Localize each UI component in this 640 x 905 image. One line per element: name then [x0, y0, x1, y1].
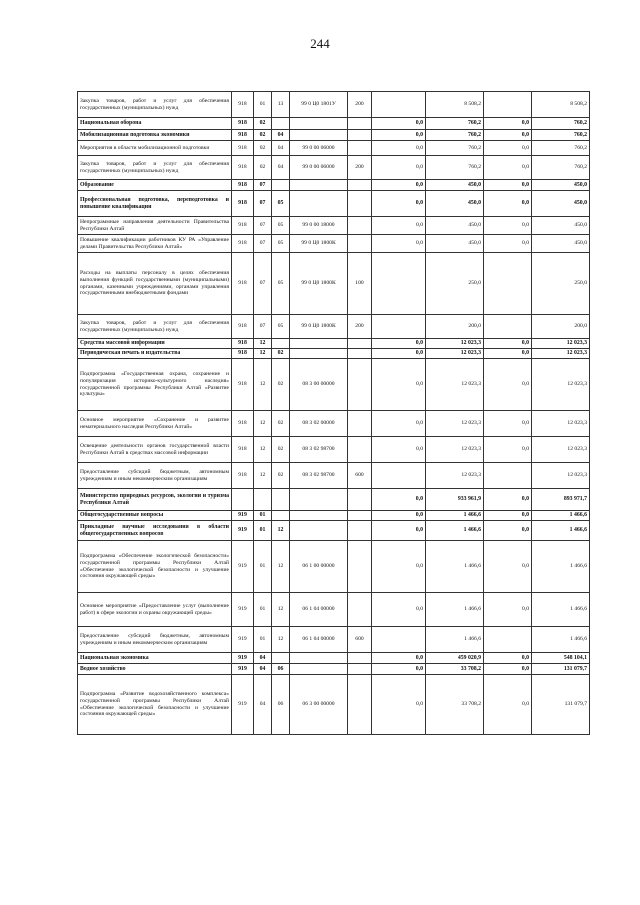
row-section: 02 — [254, 156, 272, 180]
row-expense-type — [348, 217, 372, 235]
row-target-article — [290, 521, 348, 541]
row-subsection: 02 — [272, 359, 290, 411]
row-target-article — [290, 511, 348, 521]
row-amount-2: 8 508,2 — [426, 92, 484, 118]
row-target-article: 99 0 Ц0 1800К — [290, 315, 348, 339]
row-amount-2: 200,0 — [426, 315, 484, 339]
row-grbs: 918 — [232, 411, 254, 437]
table-row — [78, 217, 590, 235]
row-expense-type — [348, 191, 372, 217]
row-amount-3: 0,0 — [484, 156, 532, 180]
row-amount-3: 0,0 — [484, 339, 532, 349]
row-amount-4: 12 023,3 — [532, 411, 590, 437]
row-amount-1: 0,0 — [372, 437, 426, 463]
row-section: 01 — [254, 511, 272, 521]
row-amount-1: 0,0 — [372, 130, 426, 141]
row-grbs: 918 — [232, 315, 254, 339]
row-amount-2: 250,0 — [426, 253, 484, 315]
row-amount-4: 131 079,7 — [532, 664, 590, 675]
row-name: Предоставление субсидий бюджетным, автономным учреждениям и иным некоммерческим организациям — [78, 463, 232, 489]
row-target-article — [290, 653, 348, 664]
row-amount-1: 0,0 — [372, 593, 426, 627]
row-grbs: 919 — [232, 664, 254, 675]
row-amount-4: 1 466,6 — [532, 593, 590, 627]
row-amount-4: 250,0 — [532, 253, 590, 315]
row-target-article: 99 0 00 06000 — [290, 156, 348, 180]
row-grbs: 918 — [232, 92, 254, 118]
table-row — [78, 235, 590, 253]
row-amount-1: 0,0 — [372, 235, 426, 253]
row-subsection — [272, 489, 290, 511]
row-name: Прикладные научные исследования в области общегосударственных вопросов — [78, 521, 232, 541]
row-target-article — [290, 489, 348, 511]
row-amount-2: 12 023,3 — [426, 339, 484, 349]
row-section: 01 — [254, 627, 272, 653]
row-grbs — [232, 489, 254, 511]
row-target-article: 08 3 00 00000 — [290, 359, 348, 411]
row-amount-1: 0,0 — [372, 411, 426, 437]
row-amount-2: 450,0 — [426, 235, 484, 253]
row-name: Мероприятия в области мобилизационной подготовки — [78, 141, 232, 156]
row-section: 07 — [254, 253, 272, 315]
row-name: Национальная оборона — [78, 118, 232, 130]
row-amount-2: 12 023,3 — [426, 359, 484, 411]
row-section: 02 — [254, 141, 272, 156]
row-amount-2: 1 466,6 — [426, 593, 484, 627]
row-section: 07 — [254, 315, 272, 339]
table-row — [78, 359, 590, 411]
row-subsection: 12 — [272, 521, 290, 541]
table-row — [78, 541, 590, 593]
row-subsection — [272, 180, 290, 191]
row-expense-type — [348, 653, 372, 664]
row-amount-1: 0,0 — [372, 653, 426, 664]
row-amount-2: 459 020,9 — [426, 653, 484, 664]
row-amount-1: 0,0 — [372, 359, 426, 411]
row-amount-2: 12 023,3 — [426, 411, 484, 437]
row-amount-1: 0,0 — [372, 180, 426, 191]
row-expense-type — [348, 359, 372, 411]
row-amount-1: 0,0 — [372, 191, 426, 217]
row-name: Закупка товаров, работ и услуг для обеспечения государственных (муниципальных) нужд — [78, 92, 232, 118]
table-row — [78, 339, 590, 349]
row-section: 12 — [254, 339, 272, 349]
row-expense-type — [348, 130, 372, 141]
row-amount-2: 450,0 — [426, 180, 484, 191]
table-row — [78, 180, 590, 191]
row-section: 01 — [254, 541, 272, 593]
row-expense-type: 200 — [348, 92, 372, 118]
row-amount-4: 450,0 — [532, 235, 590, 253]
row-name: Министерство природных ресурсов, экологии и туризма Республики Алтай — [78, 489, 232, 511]
row-section: 07 — [254, 180, 272, 191]
row-amount-2: 1 466,6 — [426, 511, 484, 521]
row-amount-4: 450,0 — [532, 217, 590, 235]
row-amount-4: 450,0 — [532, 180, 590, 191]
row-amount-1: 0,0 — [372, 349, 426, 359]
row-amount-3: 0,0 — [484, 130, 532, 141]
row-section: 12 — [254, 359, 272, 411]
row-amount-4: 8 508,2 — [532, 92, 590, 118]
row-amount-3 — [484, 463, 532, 489]
row-amount-2: 760,2 — [426, 130, 484, 141]
row-target-article — [290, 118, 348, 130]
row-grbs: 918 — [232, 217, 254, 235]
row-amount-4: 760,2 — [532, 130, 590, 141]
row-amount-4: 760,2 — [532, 156, 590, 180]
row-name: Подпрограмма «Обеспечение экологической безопасности» государственной программы Республики Алтай «Обеспечение экологической безопасности и улучшение состояния окружающей среды» — [78, 541, 232, 593]
table-row — [78, 521, 590, 541]
row-amount-3: 0,0 — [484, 141, 532, 156]
row-grbs: 918 — [232, 463, 254, 489]
row-subsection: 02 — [272, 411, 290, 437]
row-name: Общегосударственные вопросы — [78, 511, 232, 521]
row-expense-type — [348, 141, 372, 156]
row-name: Подпрограмма «Государственная охрана, сохранение и популяризация историко-культурного наследия» государственной программы Республики Алтай «Развитие культуры» — [78, 359, 232, 411]
row-target-article: 06 1 00 00000 — [290, 541, 348, 593]
row-name: Водное хозяйство — [78, 664, 232, 675]
row-grbs: 919 — [232, 675, 254, 735]
row-grbs: 918 — [232, 156, 254, 180]
row-name: Образование — [78, 180, 232, 191]
row-target-article: 99 0 Ц0 1800К — [290, 253, 348, 315]
row-subsection: 13 — [272, 92, 290, 118]
row-amount-1 — [372, 253, 426, 315]
row-grbs: 918 — [232, 349, 254, 359]
row-amount-2: 760,2 — [426, 141, 484, 156]
row-expense-type — [348, 541, 372, 593]
row-grbs: 919 — [232, 593, 254, 627]
row-grbs: 918 — [232, 130, 254, 141]
row-subsection — [272, 118, 290, 130]
row-amount-2: 33 708,2 — [426, 675, 484, 735]
row-name: Подпрограмма «Развитие водохозяйственного комплекса» государственной программы Республики Алтай «Обеспечение экологической безопасности и улучшение состояния окружающей среды» — [78, 675, 232, 735]
row-target-article — [290, 191, 348, 217]
row-amount-4: 1 466,6 — [532, 541, 590, 593]
row-expense-type — [348, 339, 372, 349]
table-row — [78, 411, 590, 437]
row-amount-3 — [484, 253, 532, 315]
row-subsection — [272, 339, 290, 349]
row-amount-4: 131 079,7 — [532, 675, 590, 735]
row-target-article: 08 3 02 98700 — [290, 463, 348, 489]
row-subsection: 02 — [272, 349, 290, 359]
row-expense-type — [348, 349, 372, 359]
row-expense-type: 600 — [348, 463, 372, 489]
row-amount-1 — [372, 92, 426, 118]
row-expense-type — [348, 180, 372, 191]
row-expense-type — [348, 511, 372, 521]
row-section: 12 — [254, 349, 272, 359]
row-amount-2: 760,2 — [426, 156, 484, 180]
table-row — [78, 593, 590, 627]
row-amount-3: 0,0 — [484, 511, 532, 521]
row-amount-2: 12 023,3 — [426, 349, 484, 359]
row-amount-2: 1 466,6 — [426, 521, 484, 541]
row-amount-1: 0,0 — [372, 489, 426, 511]
table-row — [78, 627, 590, 653]
row-expense-type — [348, 675, 372, 735]
row-amount-4: 1 466,6 — [532, 521, 590, 541]
row-target-article: 99 0 00 18000 — [290, 217, 348, 235]
row-amount-1: 0,0 — [372, 217, 426, 235]
row-amount-3: 0,0 — [484, 180, 532, 191]
row-section: 12 — [254, 411, 272, 437]
row-amount-4: 548 104,1 — [532, 653, 590, 664]
table-row — [78, 141, 590, 156]
row-subsection: 12 — [272, 541, 290, 593]
row-expense-type: 200 — [348, 315, 372, 339]
row-section: 01 — [254, 92, 272, 118]
table-row — [78, 315, 590, 339]
row-name: Закупка товаров, работ и услуг для обеспечения государственных (муниципальных) нужд — [78, 156, 232, 180]
row-target-article: 06 3 00 00000 — [290, 675, 348, 735]
row-amount-3: 0,0 — [484, 411, 532, 437]
row-grbs: 918 — [232, 235, 254, 253]
row-grbs: 919 — [232, 511, 254, 521]
table-row — [78, 118, 590, 130]
row-grbs: 918 — [232, 359, 254, 411]
row-amount-3: 0,0 — [484, 489, 532, 511]
row-expense-type — [348, 489, 372, 511]
row-amount-3: 0,0 — [484, 675, 532, 735]
row-section: 07 — [254, 191, 272, 217]
row-amount-2: 450,0 — [426, 217, 484, 235]
row-name: Предоставление субсидий бюджетным, автономным учреждениям и иным некоммерческим организациям — [78, 627, 232, 653]
row-amount-3: 0,0 — [484, 664, 532, 675]
table-row — [78, 349, 590, 359]
row-expense-type — [348, 593, 372, 627]
row-amount-1: 0,0 — [372, 675, 426, 735]
row-amount-3 — [484, 315, 532, 339]
row-amount-4: 760,2 — [532, 141, 590, 156]
row-target-article: 99 0 00 06000 — [290, 141, 348, 156]
row-name: Закупка товаров, работ и услуг для обеспечения государственных (муниципальных) нужд — [78, 315, 232, 339]
row-subsection: 05 — [272, 315, 290, 339]
row-target-article: 99 0 Ц0 1801У — [290, 92, 348, 118]
row-section: 04 — [254, 675, 272, 735]
row-amount-2: 12 023,3 — [426, 437, 484, 463]
row-amount-4: 1 466,6 — [532, 511, 590, 521]
table-row — [78, 253, 590, 315]
table-row — [78, 156, 590, 180]
row-grbs: 918 — [232, 191, 254, 217]
row-section: 02 — [254, 130, 272, 141]
row-name: Освещение деятельности органов государственной власти Республики Алтай в средствах массовой информации — [78, 437, 232, 463]
row-expense-type — [348, 521, 372, 541]
row-target-article: 06 1 04 00000 — [290, 627, 348, 653]
row-amount-4: 12 023,3 — [532, 463, 590, 489]
table-row — [78, 463, 590, 489]
row-grbs: 918 — [232, 339, 254, 349]
row-amount-3: 0,0 — [484, 217, 532, 235]
row-name: Мобилизационная подготовка экономики — [78, 130, 232, 141]
row-name: Профессиональная подготовка, переподготовка и повышение квалификации — [78, 191, 232, 217]
row-amount-1: 0,0 — [372, 339, 426, 349]
row-expense-type — [348, 411, 372, 437]
row-grbs: 918 — [232, 253, 254, 315]
row-amount-1 — [372, 315, 426, 339]
row-expense-type: 200 — [348, 156, 372, 180]
table-row — [78, 675, 590, 735]
row-target-article — [290, 664, 348, 675]
row-amount-3: 0,0 — [484, 349, 532, 359]
row-target-article — [290, 130, 348, 141]
row-target-article — [290, 349, 348, 359]
row-amount-1 — [372, 627, 426, 653]
row-subsection: 05 — [272, 253, 290, 315]
row-target-article: 06 1 04 00000 — [290, 593, 348, 627]
table-row — [78, 664, 590, 675]
row-amount-2: 450,0 — [426, 191, 484, 217]
row-target-article: 08 3 02 00000 — [290, 411, 348, 437]
row-amount-1: 0,0 — [372, 118, 426, 130]
row-amount-3: 0,0 — [484, 118, 532, 130]
row-amount-3: 0,0 — [484, 235, 532, 253]
row-grbs: 918 — [232, 141, 254, 156]
row-grbs: 919 — [232, 653, 254, 664]
row-amount-4: 760,2 — [532, 118, 590, 130]
row-section: 12 — [254, 463, 272, 489]
row-amount-4: 12 023,3 — [532, 339, 590, 349]
row-section — [254, 489, 272, 511]
row-expense-type — [348, 235, 372, 253]
row-amount-4: 450,0 — [532, 191, 590, 217]
row-amount-1: 0,0 — [372, 156, 426, 180]
row-amount-2: 1 466,6 — [426, 541, 484, 593]
row-amount-2: 933 961,9 — [426, 489, 484, 511]
row-name: Периодическая печать и издательства — [78, 349, 232, 359]
row-subsection: 04 — [272, 130, 290, 141]
row-expense-type: 100 — [348, 253, 372, 315]
row-amount-4: 12 023,3 — [532, 437, 590, 463]
table-row — [78, 437, 590, 463]
row-subsection: 05 — [272, 191, 290, 217]
row-section: 07 — [254, 235, 272, 253]
row-target-article: 99 0 Ц0 1800К — [290, 235, 348, 253]
row-amount-1: 0,0 — [372, 141, 426, 156]
row-expense-type — [348, 664, 372, 675]
row-grbs: 919 — [232, 521, 254, 541]
row-target-article — [290, 180, 348, 191]
page-number: 244 — [310, 36, 330, 51]
budget-table — [77, 91, 590, 735]
budget-table-body — [78, 92, 590, 735]
row-target-article — [290, 339, 348, 349]
row-amount-1 — [372, 463, 426, 489]
row-amount-2: 1 466,6 — [426, 627, 484, 653]
row-amount-3: 0,0 — [484, 191, 532, 217]
row-amount-4: 12 023,3 — [532, 359, 590, 411]
row-subsection: 05 — [272, 217, 290, 235]
row-subsection: 06 — [272, 664, 290, 675]
row-amount-3: 0,0 — [484, 359, 532, 411]
row-amount-3: 0,0 — [484, 437, 532, 463]
row-section: 04 — [254, 653, 272, 664]
row-name: Национальная экономика — [78, 653, 232, 664]
row-amount-4: 1 466,6 — [532, 627, 590, 653]
row-subsection: 04 — [272, 141, 290, 156]
row-name: Повышение квалификации работников КУ РА «Управление делами Правительства Республики Алтай» — [78, 235, 232, 253]
table-row — [78, 191, 590, 217]
row-amount-1: 0,0 — [372, 541, 426, 593]
row-amount-3: 0,0 — [484, 593, 532, 627]
row-grbs: 919 — [232, 541, 254, 593]
row-name: Основное мероприятие «Сохранение и развитие нематериального наследия Республики Алтай» — [78, 411, 232, 437]
row-expense-type: 600 — [348, 627, 372, 653]
row-grbs: 918 — [232, 437, 254, 463]
row-amount-4: 200,0 — [532, 315, 590, 339]
row-amount-3 — [484, 627, 532, 653]
row-subsection: 12 — [272, 593, 290, 627]
row-section: 07 — [254, 217, 272, 235]
row-amount-2: 33 708,2 — [426, 664, 484, 675]
row-subsection — [272, 653, 290, 664]
row-name: Расходы на выплаты персоналу в целях обеспечения выполнения функций государственными (муниципальными) органами, казенными учреждениями, органами управления государственными внебюджетными фондами — [78, 253, 232, 315]
row-subsection: 02 — [272, 463, 290, 489]
row-amount-3: 0,0 — [484, 653, 532, 664]
row-amount-1: 0,0 — [372, 664, 426, 675]
row-amount-3 — [484, 92, 532, 118]
row-section: 04 — [254, 664, 272, 675]
row-subsection — [272, 511, 290, 521]
row-subsection: 04 — [272, 156, 290, 180]
row-section: 02 — [254, 118, 272, 130]
row-amount-2: 760,2 — [426, 118, 484, 130]
table-row — [78, 653, 590, 664]
row-section: 01 — [254, 521, 272, 541]
table-row — [78, 130, 590, 141]
row-amount-3: 0,0 — [484, 521, 532, 541]
table-row — [78, 489, 590, 511]
row-grbs: 918 — [232, 118, 254, 130]
row-subsection: 05 — [272, 235, 290, 253]
row-subsection: 02 — [272, 437, 290, 463]
row-section: 01 — [254, 593, 272, 627]
row-amount-4: 12 023,3 — [532, 349, 590, 359]
row-expense-type — [348, 437, 372, 463]
row-section: 12 — [254, 437, 272, 463]
row-name: Основное мероприятие «Предоставление услуг (выполнение работ) в сфере экологии и охраны окружающей среды» — [78, 593, 232, 627]
row-amount-3: 0,0 — [484, 541, 532, 593]
row-target-article: 08 3 02 98700 — [290, 437, 348, 463]
row-expense-type — [348, 118, 372, 130]
row-subsection: 12 — [272, 627, 290, 653]
row-name: Непрограммные направления деятельности Правительства Республики Алтай — [78, 217, 232, 235]
table-row — [78, 92, 590, 118]
row-grbs: 918 — [232, 180, 254, 191]
row-amount-4: 893 971,7 — [532, 489, 590, 511]
row-amount-1: 0,0 — [372, 521, 426, 541]
row-name: Средства массовой информации — [78, 339, 232, 349]
table-row — [78, 511, 590, 521]
row-amount-2: 12 023,3 — [426, 463, 484, 489]
row-amount-1: 0,0 — [372, 511, 426, 521]
row-subsection: 06 — [272, 675, 290, 735]
row-grbs: 919 — [232, 627, 254, 653]
